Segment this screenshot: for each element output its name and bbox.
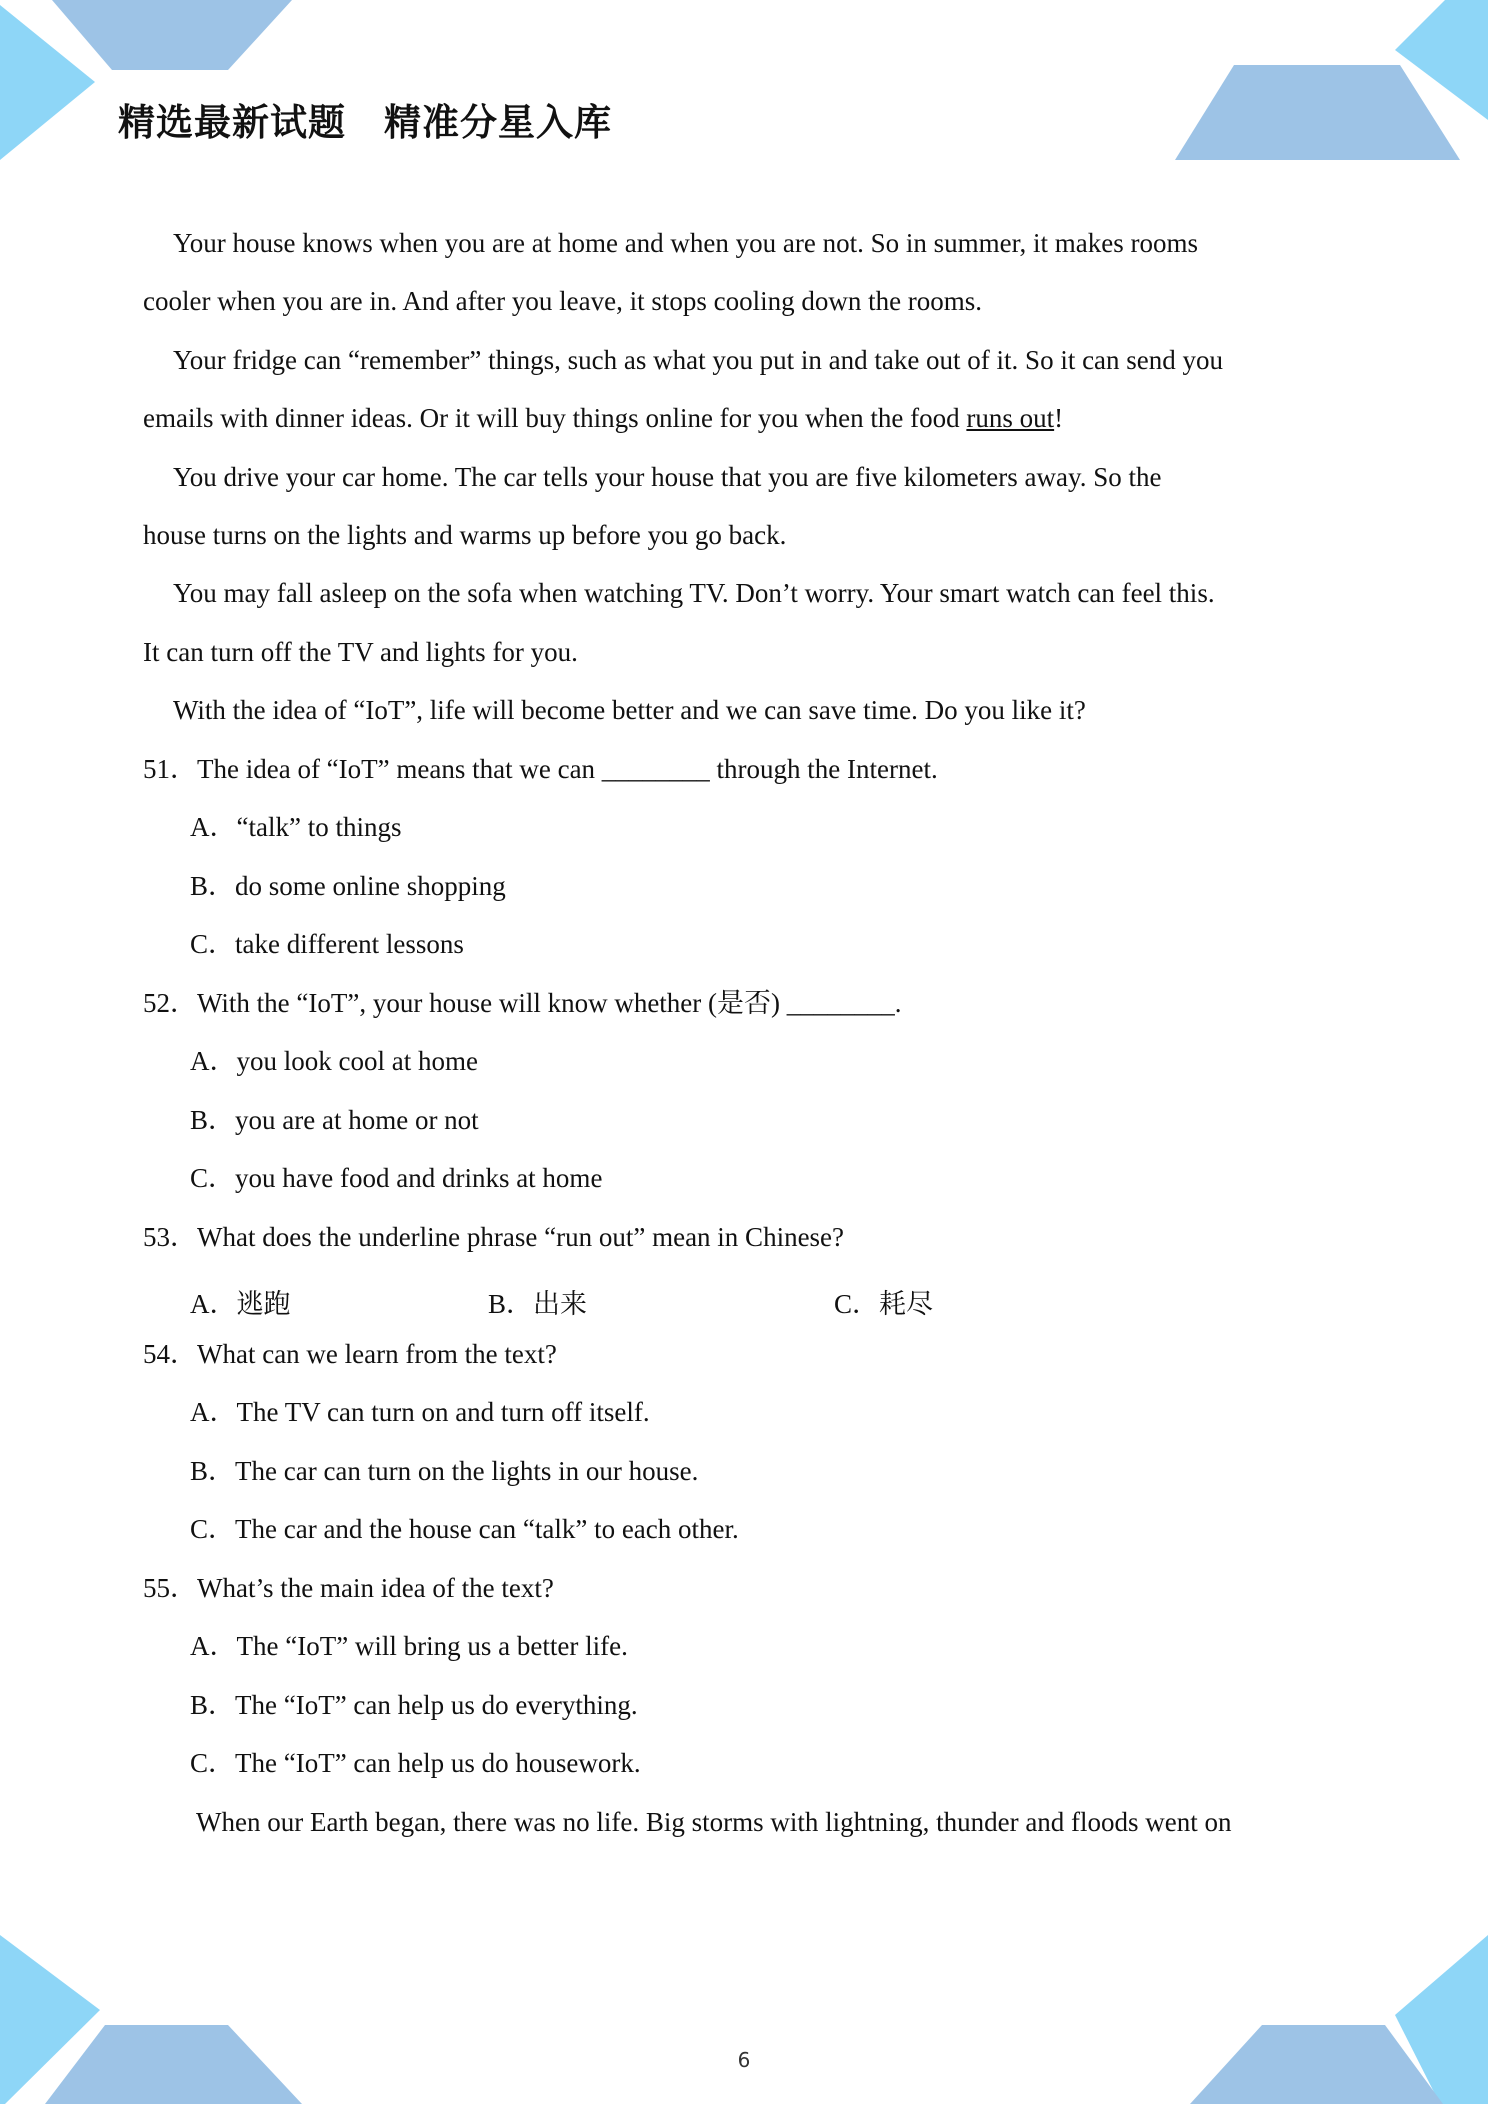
- passage-text: emails with dinner ideas. Or it will buy things online for you when the food: [143, 403, 967, 433]
- answer-option: C．耗尽: [834, 1289, 934, 1319]
- answer-option: A．The “IoT” will bring us a better life.: [190, 1631, 628, 1661]
- passage-line: Your fridge can “remember” things, such as what you put in and take out of it. So it can send you: [173, 345, 1224, 375]
- question-stem: 52．With the “IoT”, your house will know whether (是否) ________.: [143, 988, 902, 1018]
- answer-option: A．The TV can turn on and turn off itself.: [190, 1397, 650, 1427]
- question-stem: 51．The idea of “IoT” means that we can ________ through the Internet.: [143, 754, 938, 784]
- answer-option: A．you look cool at home: [190, 1046, 478, 1076]
- passage-line: [143, 405, 1063, 432]
- question-stem: 54．What can we learn from the text?: [143, 1339, 557, 1369]
- top-right-trapezoid: [1175, 65, 1460, 160]
- next-passage-line: When our Earth began, there was no life. Big storms with lightning, thunder and floods went on: [196, 1807, 1232, 1837]
- answer-option: B．出来: [488, 1289, 588, 1319]
- question-stem: 55．What’s the main idea of the text?: [143, 1573, 554, 1603]
- passage-line: You may fall asleep on the sofa when watching TV. Don’t worry. Your smart watch can feel this.: [173, 578, 1215, 608]
- passage-text: !: [1054, 403, 1064, 433]
- page-number: 6: [737, 2048, 751, 2072]
- answer-option: C．The “IoT” can help us do housework.: [190, 1748, 641, 1778]
- passage-line: cooler when you are in. And after you leave, it stops cooling down the rooms.: [143, 286, 983, 316]
- answer-option: C．The car and the house can “talk” to each other.: [190, 1514, 739, 1544]
- answer-option: B．you are at home or not: [190, 1105, 479, 1135]
- answer-option: B．do some online shopping: [190, 871, 506, 901]
- answer-option: A．“talk” to things: [190, 812, 402, 842]
- top-left-trapezoid: [52, 0, 292, 70]
- passage-line: house turns on the lights and warms up before you go back.: [143, 520, 787, 550]
- header-title: 精选最新试题 精准分星入库: [118, 101, 612, 144]
- underlined-phrase: runs out: [966, 403, 1055, 433]
- passage-line: With the idea of “IoT”, life will become better and we can save time. Do you like it?: [173, 695, 1086, 725]
- answer-option: B．The “IoT” can help us do everything.: [190, 1690, 638, 1720]
- answer-option: C．take different lessons: [190, 929, 464, 959]
- answer-option: C．you have food and drinks at home: [190, 1163, 603, 1193]
- passage-line: Your house knows when you are at home and when you are not. So in summer, it makes rooms: [173, 228, 1199, 258]
- answer-option: A．逃跑: [190, 1289, 291, 1319]
- answer-option: B．The car can turn on the lights in our house.: [190, 1456, 699, 1486]
- passage-line: It can turn off the TV and lights for you.: [143, 637, 578, 667]
- passage-line: You drive your car home. The car tells your house that you are five kilometers away. So the: [173, 462, 1162, 492]
- question-stem: 53．What does the underline phrase “run out” mean in Chinese?: [143, 1222, 845, 1252]
